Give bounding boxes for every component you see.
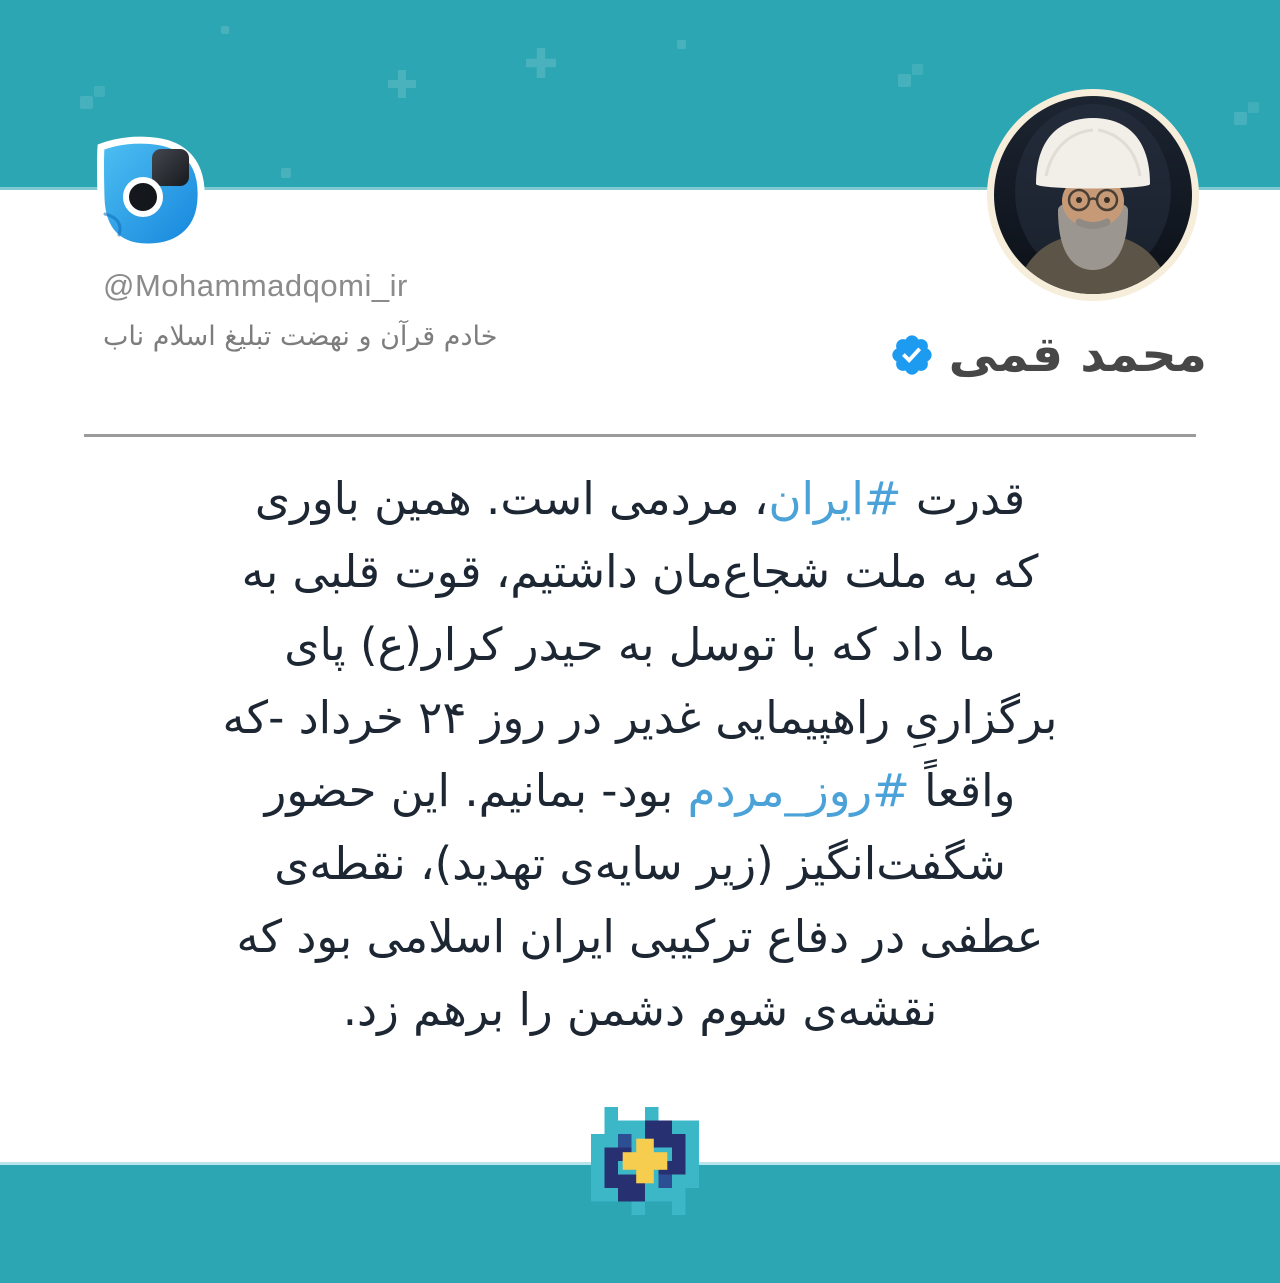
squares-sparkle-icon [1234,102,1262,130]
post-text-segment: عطفی در دفاع ترکیبی ایران اسلامی بود که [236,910,1044,963]
org-pixel-emblem-icon [591,1107,699,1215]
name-row [889,326,1207,383]
avatar[interactable] [986,88,1200,302]
square-sparkle-icon [221,26,229,34]
plus-sparkle-icon [388,70,416,98]
post-text-segment: ، مردمی است. همین باوری [254,472,769,525]
post-text-line [90,754,1190,827]
plus-sparkle-icon [526,48,556,78]
squares-sparkle-icon [80,86,108,114]
verified-badge-icon[interactable] [889,332,935,378]
hashtag-link[interactable]: #روز_مردم [687,764,910,817]
post-text-line [90,535,1190,608]
post-text-segment: که به ملت شجاع‌مان داشتیم، قوت قلبی به [241,545,1039,598]
post-text-segment: شگفت‌انگیز (زیر سایه‌ی تهدید)، نقطه‌ی [274,837,1006,890]
post-text-line [90,900,1190,973]
post-text-segment: واقعاً [909,764,1016,817]
post-text [90,462,1190,1046]
account-handle[interactable]: @Mohammadqomi_ir [103,268,408,303]
post-text-segment: برگزاریِ راهپیمایی غدیر در روز ۲۴ خرداد -که [222,691,1058,744]
squares-sparkle-icon [898,64,926,92]
post-text-line [90,827,1190,900]
post-text-line [90,973,1190,1046]
post-text-segment: ما داد که با توسل به حیدر کرار(ع) پای [284,618,996,671]
display-name[interactable]: محمد قمی [948,326,1207,383]
hashtag-link[interactable]: #ایران [768,472,902,525]
post-text-line [90,608,1190,681]
post-text-line [90,681,1190,754]
account-bio: خادم قرآن و نهضت تبلیغ اسلام ناب [103,321,498,352]
square-sparkle-icon [281,168,291,178]
post-text-line [90,462,1190,535]
square-sparkle-icon [677,40,686,49]
post-text-segment: قدرت [901,472,1026,525]
post-text-segment: نقشه‌ی شوم دشمن را برهم زد. [342,983,938,1036]
eitaa-messenger-logo-icon[interactable] [88,134,206,252]
post-text-segment: بود- بمانیم. این حضور [264,764,688,817]
divider [84,434,1196,437]
